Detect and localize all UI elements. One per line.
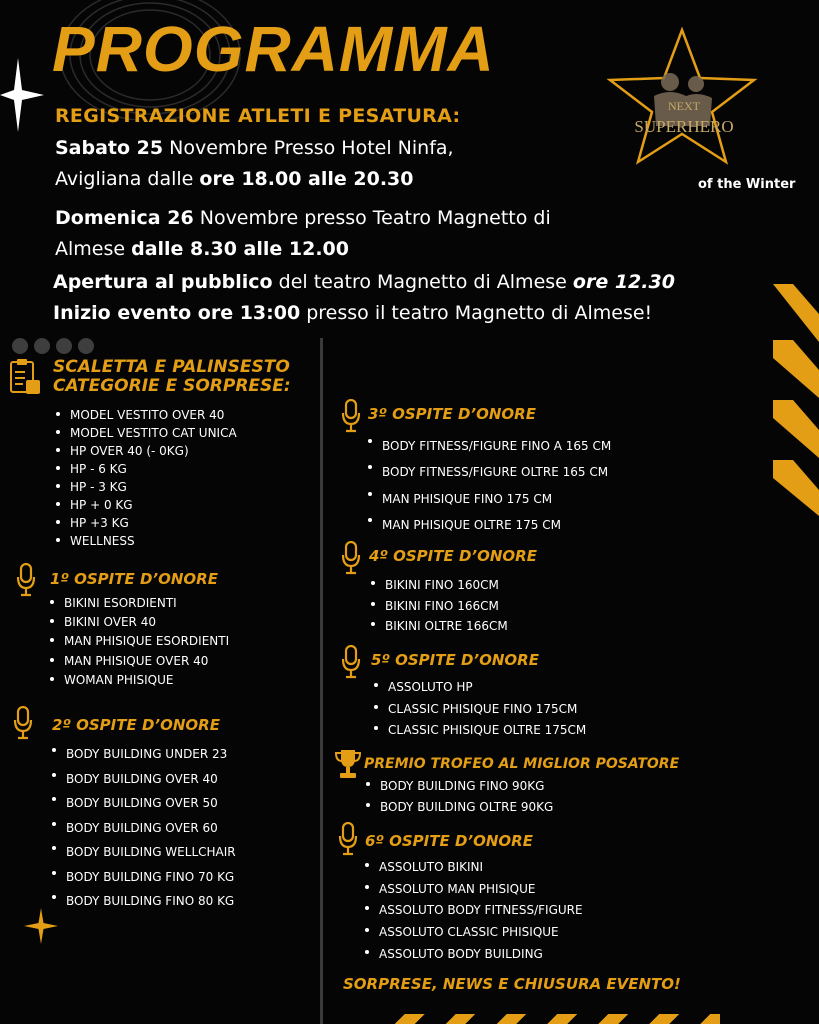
list-item: BODY BUILDING OVER 60	[52, 816, 236, 841]
bottom-hazard-stripes	[390, 1014, 720, 1024]
ospite6-title: 6º OSPITE D’ONORE	[365, 832, 533, 850]
clipboard-icon	[8, 358, 42, 396]
list-item: BODY BUILDING UNDER 23	[52, 742, 236, 767]
list-item: BIKINI FINO 166CM	[371, 596, 508, 617]
text-span: Almese	[55, 238, 132, 260]
scaletta-title-1: SCALETTA E PALINSESTO	[53, 357, 290, 377]
ospite4-list	[371, 575, 508, 637]
list-item: BODY BUILDING FINO 90KG	[366, 776, 553, 797]
registration-heading: REGISTRAZIONE ATLETI E PESATURA:	[55, 105, 461, 127]
list-item: MAN PHISIQUE ESORDIENTI	[50, 632, 229, 651]
list-item: BODY FITNESS/FIGURE FINO A 165 CM	[368, 433, 611, 459]
list-item: BIKINI ESORDIENTI	[50, 594, 229, 613]
microphone-icon	[341, 541, 361, 575]
registration-line-6	[53, 298, 652, 328]
list-item: MODEL VESTITO CAT UNICA	[56, 424, 237, 442]
list-item: HP - 6 KG	[56, 460, 237, 478]
ospite3-list	[368, 433, 611, 538]
list-item: BODY BUILDING OVER 40	[52, 767, 236, 792]
microphone-icon	[338, 822, 358, 856]
event-start-label: Inizio evento ore 13:00	[53, 302, 301, 324]
list-item: BIKINI FINO 160CM	[371, 575, 508, 596]
ospite2-title: 2º OSPITE D’ONORE	[52, 716, 220, 734]
list-item: HP + 0 KG	[56, 496, 237, 514]
dots-decoration	[12, 338, 100, 358]
ospite4-title: 4º OSPITE D’ONORE	[369, 547, 537, 565]
sparkle-icon	[0, 58, 44, 132]
text-span: del teatro Magnetto di Almese	[272, 271, 573, 293]
trophy-icon	[334, 748, 362, 780]
list-item: ASSOLUTO BODY BUILDING	[365, 944, 583, 966]
list-item: MAN PHISIQUE OVER 40	[50, 652, 229, 671]
microphone-icon	[13, 706, 33, 740]
ospite2-list	[52, 742, 236, 914]
dot	[34, 338, 50, 354]
list-item: HP OVER 40 (- 0KG)	[56, 442, 237, 460]
list-item: CLASSIC PHISIQUE FINO 175CM	[374, 699, 586, 721]
ospite6-list	[365, 857, 583, 966]
registration-line-1	[55, 133, 454, 163]
list-item: BODY BUILDING FINO 70 KG	[52, 865, 236, 890]
registration-line-2	[55, 164, 413, 194]
microphone-icon	[341, 645, 361, 679]
list-item: HP - 3 KG	[56, 478, 237, 496]
list-item: BODY BUILDING FINO 80 KG	[52, 889, 236, 914]
ospite5-title: 5º OSPITE D’ONORE	[371, 651, 539, 669]
list-item: ASSOLUTO BIKINI	[365, 857, 583, 879]
time-domenica: dalle 8.30 alle 12.00	[131, 238, 349, 260]
logo	[606, 26, 796, 194]
logo-superhero-text: SUPERHERO	[634, 117, 734, 136]
dot	[78, 338, 94, 354]
closing-text: SORPRESE, NEWS E CHIUSURA EVENTO!	[343, 975, 681, 993]
list-item: BIKINI OLTRE 166CM	[371, 616, 508, 637]
list-item: BODY FITNESS/FIGURE OLTRE 165 CM	[368, 459, 611, 485]
logo-subtitle: of the Winter	[698, 177, 796, 192]
dot	[56, 338, 72, 354]
date-sabato: Sabato 25	[55, 137, 164, 159]
hazard-stripes	[773, 284, 819, 516]
ospite1-title: 1º OSPITE D’ONORE	[50, 570, 218, 588]
list-item: ASSOLUTO MAN PHISIQUE	[365, 879, 583, 901]
scaletta-title-2: CATEGORIE E SORPRESE:	[53, 376, 291, 396]
opening-time: ore 12.30	[572, 271, 675, 293]
page-title: PROGRAMMA	[52, 13, 495, 85]
ospite3-title: 3º OSPITE D’ONORE	[368, 405, 536, 423]
list-item: BODY BUILDING OLTRE 90KG	[366, 797, 553, 818]
registration-line-4	[55, 234, 349, 264]
scaletta-list	[56, 406, 237, 550]
ospite5-list	[374, 677, 586, 742]
premio-list	[366, 776, 553, 818]
list-item: WOMAN PHISIQUE	[50, 671, 229, 690]
list-item: WELLNESS	[56, 532, 237, 550]
list-item: ASSOLUTO CLASSIC PHISIQUE	[365, 922, 583, 944]
time-sabato: ore 18.00 alle 20.30	[199, 168, 414, 190]
list-item: MAN PHISIQUE FINO 175 CM	[368, 486, 611, 512]
registration-line-3	[55, 203, 551, 233]
list-item: ASSOLUTO BODY FITNESS/FIGURE	[365, 900, 583, 922]
list-item: BODY BUILDING OVER 50	[52, 791, 236, 816]
microphone-icon	[16, 563, 36, 597]
list-item: BODY BUILDING WELLCHAIR	[52, 840, 236, 865]
text-span: Novembre Presso Hotel Ninfa,	[163, 137, 454, 159]
opening-label: Apertura al pubblico	[53, 271, 273, 293]
ospite1-list	[50, 594, 229, 690]
premio-title: PREMIO TROFEO AL MIGLIOR POSATORE	[364, 756, 680, 772]
microphone-icon	[341, 399, 361, 433]
list-item: CLASSIC PHISIQUE OLTRE 175CM	[374, 720, 586, 742]
column-divider	[320, 338, 323, 1024]
registration-line-5	[53, 267, 675, 297]
text-span: Novembre presso Teatro Magnetto di	[193, 207, 551, 229]
text-span: Avigliana dalle	[55, 168, 200, 190]
date-domenica: Domenica 26	[55, 207, 194, 229]
list-item: ASSOLUTO HP	[374, 677, 586, 699]
list-item: BIKINI OVER 40	[50, 613, 229, 632]
list-item: MODEL VESTITO OVER 40	[56, 406, 237, 424]
dot	[12, 338, 28, 354]
list-item: HP +3 KG	[56, 514, 237, 532]
text-span: presso il teatro Magnetto di Almese!	[300, 302, 653, 324]
star-logo-icon	[606, 26, 758, 166]
list-item: MAN PHISIQUE OLTRE 175 CM	[368, 512, 611, 538]
logo-next-text: NEXT	[668, 99, 700, 113]
